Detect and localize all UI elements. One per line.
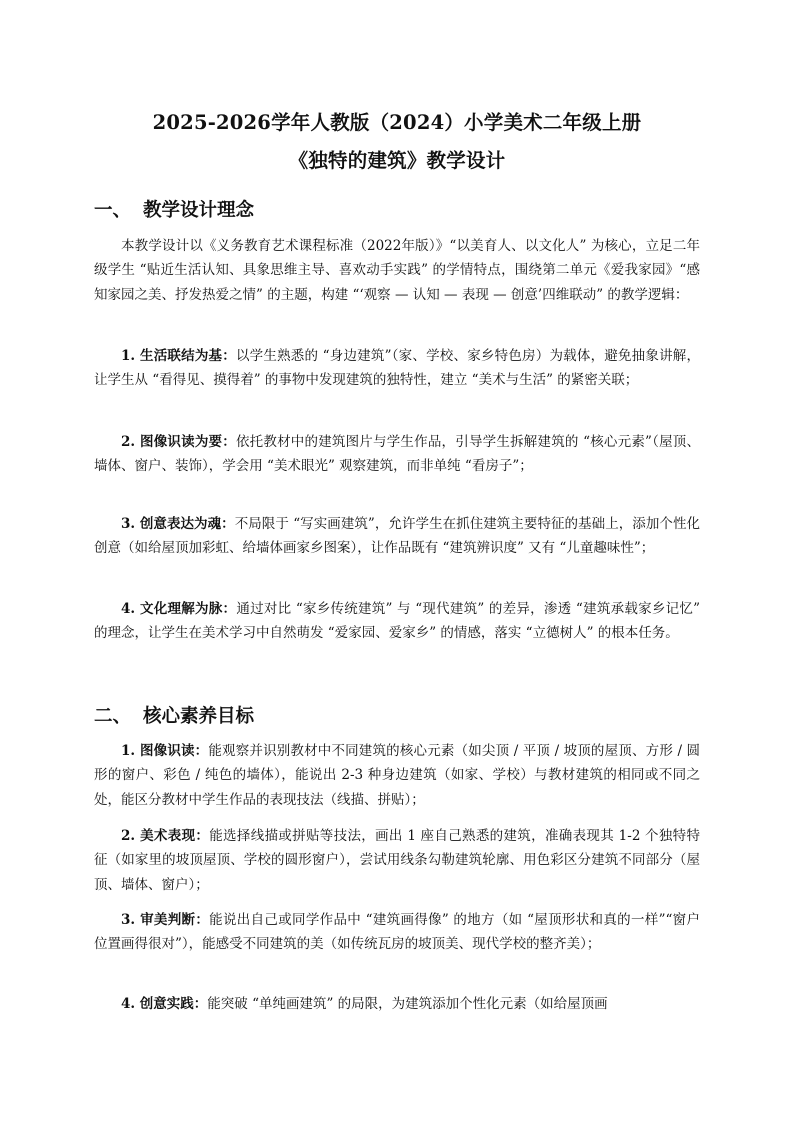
section-2-item-3 <box>94 908 700 957</box>
item-text: 能观察并识别教材中不同建筑的核心元素（如尖顶 / 平顶 / 坡顶的屋顶、方形 / 圆形的窗户、彩色 / 纯色的墙体），能说出 2-3 种身边建筑（如家、学校）与教材建筑的相同或不同之处，能区分教材中学生作品的表现技法（线描、拼贴）； <box>94 743 700 808</box>
item-text: 通过对比 “家乡传统建筑” 与 “现代建筑” 的差异，渗透 “建筑承载家乡记忆” 的理念，让学生在美术学习中自然萌发 “爱家园、爱家乡” 的情感，落实 “立德树人” 的根本任务。 <box>94 601 700 642</box>
section-1-item-3 <box>94 512 700 561</box>
section-2-item-2 <box>94 824 700 897</box>
item-text: 能突破 “单纯画建筑” 的局限，为建筑添加个性化元素（如给屋顶画 <box>207 996 608 1012</box>
item-text: 能选择线描或拼贴等技法，画出 1 座自己熟悉的建筑，准确表现其 1-2 个独特特征（如家里的坡顶屋顶、学校的圆形窗户），尝试用线条勾勒建筑轮廓、用色彩区分建筑不同部分（屋顶、墙体、窗户）； <box>94 828 700 893</box>
section-1-number: 一、 <box>94 200 132 221</box>
document-title-line-2: 《独特的建筑》教学设计 <box>288 149 506 172</box>
item-text: 依托教材中的建筑图片与学生作品，引导学生拆解建筑的 “核心元素”（屋顶、墙体、窗户、装饰），学会用 “美术眼光” 观察建筑，而非单纯 “看房子”； <box>94 434 701 475</box>
document-title-line-1: 2025-2026学年人教版（2024）小学美术二年级上册 <box>152 111 642 134</box>
section-1-item-1 <box>94 344 700 393</box>
item-lead: 2. 美术表现： <box>121 828 210 844</box>
section-2-item-4 <box>94 992 700 1016</box>
item-lead: 3. 创意表达为魂： <box>121 516 235 532</box>
item-lead: 1. 生活联结为基： <box>121 348 236 364</box>
section-1-heading <box>94 196 254 222</box>
item-lead: 3. 审美判断： <box>121 912 210 928</box>
section-1-item-4 <box>94 597 700 646</box>
section-2-title: 核心素养目标 <box>143 706 255 727</box>
item-text: 能说出自己或同学作品中 “建筑画得像” 的地方（如 “屋顶形状和真的一样”“窗户位置画得很对”），能感受不同建筑的美（如传统瓦房的坡顶美、现代学校的整齐美）； <box>94 912 700 953</box>
section-1-intro: 本教学设计以《义务教育艺术课程标准（2022年版）》“以美育人、以文化人” 为核心，立足二年级学生 “贴近生活认知、具象思维主导、喜欢动手实践” 的学情特点，围绕第二单元《爱我家园》“感知家园之美、抒发热爱之情” 的主题，构建 “‘观察 — 认知 — 表现 — 创意’四维联动” 的教学逻辑： <box>94 238 700 303</box>
item-lead: 2. 图像识读为要： <box>121 434 236 450</box>
item-lead: 4. 文化理解为脉： <box>121 601 237 617</box>
item-lead: 4. 创意实践： <box>121 996 208 1012</box>
section-2-item-1 <box>94 739 700 812</box>
section-1-title: 教学设计理念 <box>143 200 255 221</box>
item-lead: 1. 图像识读： <box>121 743 209 759</box>
section-2-heading <box>94 702 254 728</box>
item-text: 不局限于 “写实画建筑”，允许学生在抓住建筑主要特征的基础上，添加个性化创意（如给屋顶加彩虹、给墙体画家乡图案），让作品既有 “建筑辨识度” 又有 “儿童趣味性”； <box>94 516 700 557</box>
item-text: 以学生熟悉的 “身边建筑”（家、学校、家乡特色房）为载体，避免抽象讲解，让学生从 “看得见、摸得着” 的事物中发现建筑的独特性，建立 “美术与生活” 的紧密关联； <box>94 348 701 389</box>
section-2-number: 二、 <box>94 706 132 727</box>
section-1-item-2 <box>94 430 700 479</box>
